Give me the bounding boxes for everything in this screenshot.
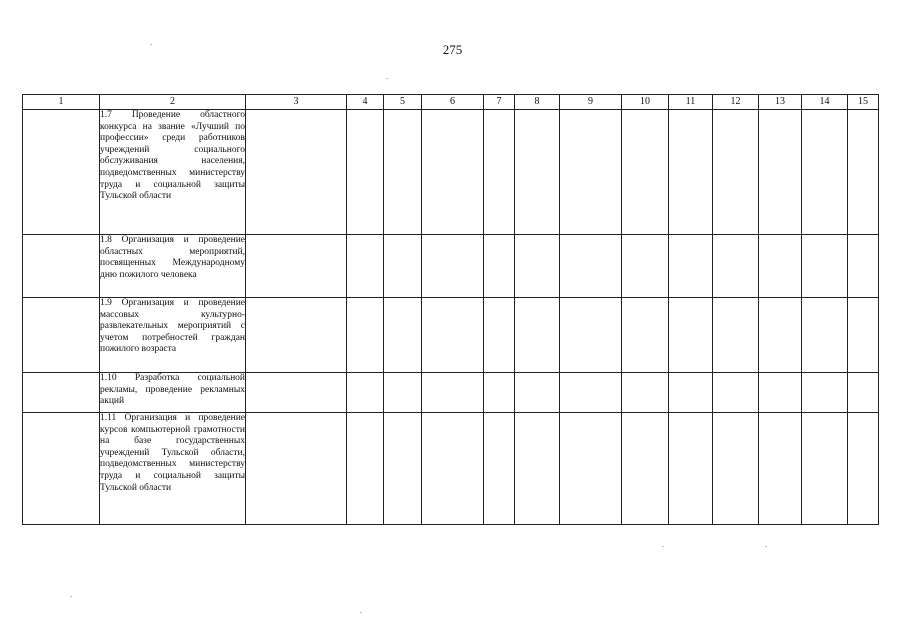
table-cell [384, 298, 422, 373]
table-cell [484, 373, 515, 413]
table-cell [669, 110, 713, 235]
table-cell [384, 235, 422, 298]
scan-speck [386, 78, 388, 79]
table-cell [246, 298, 347, 373]
table-cell [669, 298, 713, 373]
table-cell [515, 110, 560, 235]
table-row [23, 373, 879, 413]
table-cell [422, 373, 484, 413]
table-cell [713, 235, 759, 298]
table-cell [484, 235, 515, 298]
table-row [23, 110, 879, 235]
table-cell [713, 298, 759, 373]
scan-speck [360, 612, 362, 613]
table-cell [802, 235, 848, 298]
table-cell [802, 110, 848, 235]
table-cell [713, 110, 759, 235]
table-cell [384, 110, 422, 235]
table-cell [422, 413, 484, 525]
table-cell [560, 235, 622, 298]
table-cell [484, 110, 515, 235]
table-cell [422, 235, 484, 298]
column-number: 14 [802, 95, 848, 110]
table-cell [515, 298, 560, 373]
table-cell [560, 110, 622, 235]
activity-text: 1.7 Проведение областного конкурса на звание «Лучший по профессии» среди работников учреждений социального обслуживания населения, подведомственных министерству труда и социальной защиты Тульской области [100, 110, 245, 202]
scan-speck [765, 546, 767, 547]
table-cell [622, 373, 669, 413]
table-cell [384, 413, 422, 525]
program-table [22, 94, 879, 525]
table-row [23, 235, 879, 298]
table-cell [560, 413, 622, 525]
table-cell [246, 235, 347, 298]
table-cell [669, 235, 713, 298]
table-cell [802, 413, 848, 525]
scan-speck [70, 596, 72, 597]
table-cell [515, 235, 560, 298]
table-cell [246, 110, 347, 235]
table-cell [560, 298, 622, 373]
table-cell [23, 110, 100, 235]
column-number: 7 [484, 95, 515, 110]
table-cell [622, 235, 669, 298]
table-cell [23, 235, 100, 298]
column-number-row [23, 95, 879, 110]
column-number: 12 [713, 95, 759, 110]
table-cell [515, 373, 560, 413]
table-cell [802, 298, 848, 373]
table-cell [848, 373, 879, 413]
column-number: 3 [246, 95, 347, 110]
column-number: 15 [848, 95, 879, 110]
scan-speck [150, 44, 152, 45]
table-cell [622, 110, 669, 235]
table-cell [422, 298, 484, 373]
table-cell [560, 373, 622, 413]
table-row [23, 298, 879, 373]
table-cell [347, 298, 384, 373]
column-number: 8 [515, 95, 560, 110]
column-number: 11 [669, 95, 713, 110]
table-cell [802, 373, 848, 413]
activity-text: 1.9 Организация и проведение массовых культурно-развлекательных мероприятий с учетом потребностей граждан пожилого возраста [100, 298, 245, 355]
table-cell [848, 298, 879, 373]
activity-description [100, 298, 246, 373]
scan-speck [662, 546, 664, 547]
table-cell [23, 298, 100, 373]
activity-description [100, 413, 246, 525]
column-number: 1 [23, 95, 100, 110]
page-number: 275 [442, 42, 463, 57]
table-cell [347, 373, 384, 413]
table-cell [246, 373, 347, 413]
table-cell [622, 298, 669, 373]
table-cell [759, 235, 802, 298]
table-cell [347, 413, 384, 525]
table-cell [848, 235, 879, 298]
table-cell [246, 413, 347, 525]
activity-text: 1.8 Организация и проведение областных мероприятий, посвященных Международному дню пожилого человека [100, 235, 245, 280]
activity-text: 1.10 Разработка социальной рекламы, проведение рекламных акций [100, 373, 245, 407]
table-cell [23, 413, 100, 525]
column-number: 4 [347, 95, 384, 110]
activity-description [100, 110, 246, 235]
column-number: 2 [100, 95, 246, 110]
table-cell [759, 413, 802, 525]
table-cell [515, 413, 560, 525]
table-cell [384, 373, 422, 413]
column-number: 10 [622, 95, 669, 110]
table-cell [622, 413, 669, 525]
column-number: 13 [759, 95, 802, 110]
column-number: 5 [384, 95, 422, 110]
column-number: 9 [560, 95, 622, 110]
table-cell [23, 373, 100, 413]
activity-description [100, 373, 246, 413]
column-number: 6 [422, 95, 484, 110]
table-cell [347, 235, 384, 298]
table-cell [759, 373, 802, 413]
table-cell [669, 413, 713, 525]
table-cell [347, 110, 384, 235]
table-cell [484, 298, 515, 373]
table-cell [759, 110, 802, 235]
activity-text: 1.11 Организация и проведение курсов компьютерной грамотности на базе государственных учреждений Тульской области, подведомственных министерству труда и социальной защиты Тульской области [100, 413, 245, 493]
table-row [23, 413, 879, 525]
table-cell [848, 110, 879, 235]
table-cell [484, 413, 515, 525]
table-cell [422, 110, 484, 235]
table-cell [713, 373, 759, 413]
table-cell [669, 373, 713, 413]
table-cell [713, 413, 759, 525]
table-cell [759, 298, 802, 373]
table-cell [848, 413, 879, 525]
activity-description [100, 235, 246, 298]
